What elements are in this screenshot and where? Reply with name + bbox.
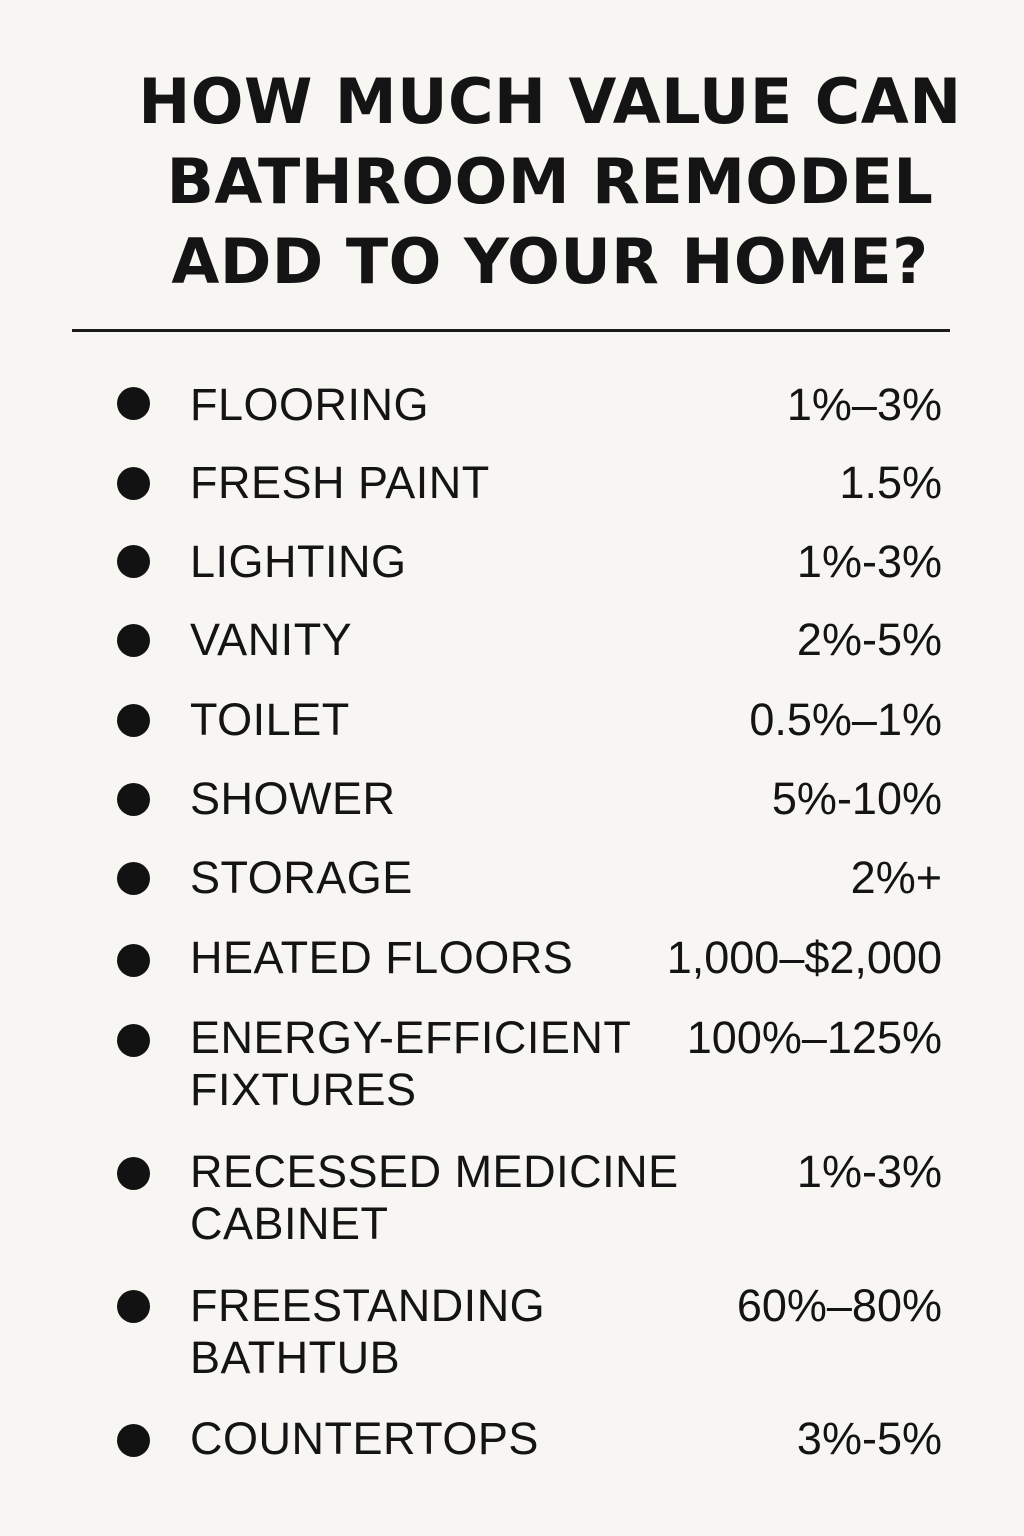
item-value: 1.5% (839, 457, 942, 508)
bullet-icon (117, 387, 150, 420)
item-value: 0.5%–1% (749, 694, 942, 745)
item-label: TOILET (190, 694, 350, 745)
item-label: LIGHTING (190, 536, 407, 587)
item-value: 1%-3% (796, 536, 942, 587)
item-value: 1%-3% (796, 1146, 942, 1197)
item-label: RECESSED MEDICINE CABINET (190, 1146, 679, 1249)
bullet-icon (117, 1024, 150, 1057)
item-label: FLOORING (190, 379, 430, 430)
item-value: 60%–80% (736, 1280, 942, 1331)
item-label: HEATED FLOORS (190, 932, 574, 983)
bullet-icon (117, 545, 150, 578)
bullet-icon (117, 704, 150, 737)
item-value: 2%-5% (796, 614, 942, 665)
item-label: COUNTERTOPS (190, 1413, 539, 1464)
bullet-icon (117, 624, 150, 657)
item-label: FRESH PAINT (190, 457, 490, 508)
item-value: 1,000–$2,000 (666, 932, 942, 983)
bullet-icon (117, 944, 150, 977)
item-label: VANITY (190, 614, 353, 665)
item-value: 3%-5% (796, 1413, 942, 1464)
bullet-icon (117, 1424, 150, 1457)
page-title: HOW MUCH VALUE CAN BATHROOM REMODEL ADD TO YOUR HOME? (138, 65, 962, 298)
bullet-icon (117, 1157, 150, 1190)
bullet-icon (117, 862, 150, 895)
bullet-icon (117, 467, 150, 500)
item-value: 5%-10% (771, 773, 942, 824)
bullet-icon (117, 783, 150, 816)
item-label: SHOWER (190, 773, 396, 824)
item-label: FREESTANDING BATHTUB (190, 1280, 546, 1383)
item-value: 2%+ (850, 852, 942, 903)
item-label: ENERGY-EFFICIENT FIXTURES (190, 1012, 632, 1115)
item-value: 100%–125% (686, 1012, 942, 1063)
item-value: 1%–3% (786, 379, 942, 430)
bullet-icon (117, 1290, 150, 1323)
item-label: STORAGE (190, 852, 413, 903)
